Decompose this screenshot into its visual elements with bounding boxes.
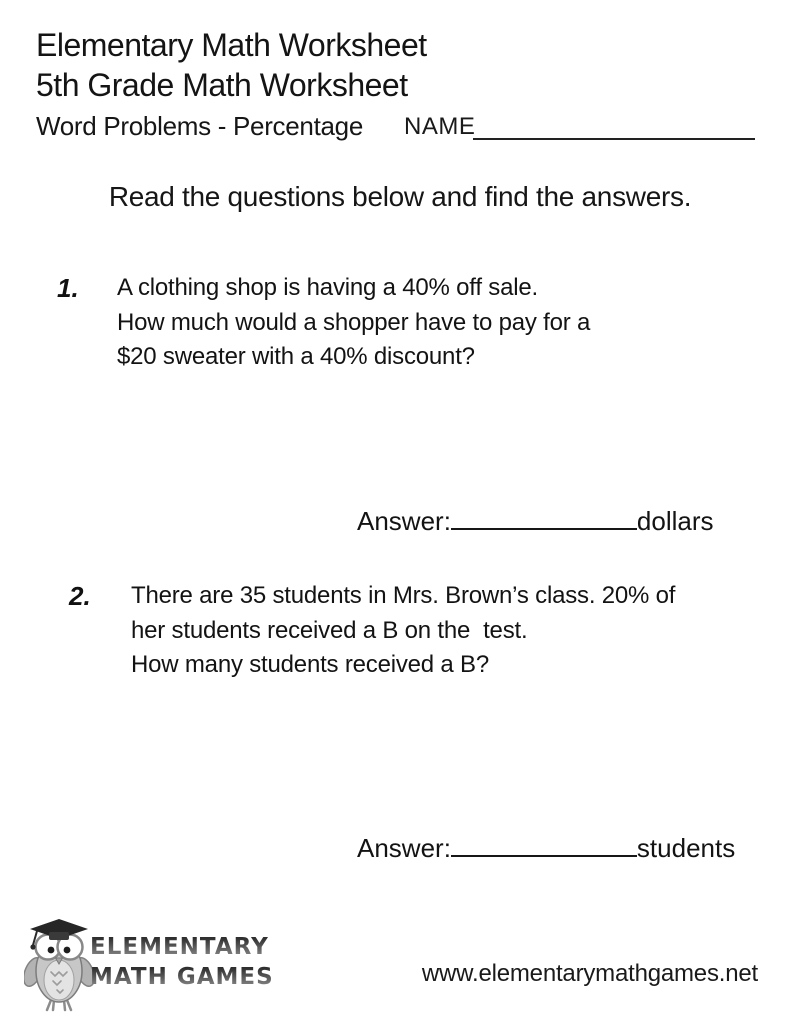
question-1-text [117,271,590,375]
question-2-text [131,579,675,683]
worksheet-grade-title: 5th Grade Math Worksheet [36,67,408,103]
question-2-line-1: There are 35 students in Mrs. Brown’s class. 20% of [131,582,676,609]
answer-1-blank-line[interactable] [451,506,637,530]
logo-wordmark [90,932,274,992]
answer-2-row [357,833,735,864]
question-1-line-3: $20 sweater with a 40% discount? [117,343,475,370]
question-1-line-2: How much would a shopper have to pay for a [117,308,591,336]
answer-2-unit: students [636,833,736,863]
name-blank-line[interactable] [473,112,755,140]
name-label: NAME [404,113,476,140]
question-2-line-3: How many students received a B? [131,651,489,678]
answer-2-blank-line[interactable] [451,833,637,857]
instructions-text: Read the questions below and find the answers. [108,181,692,212]
question-1-line-1: A clothing shop is having a 40% off sale. [117,274,538,301]
elementary-math-games-logo [24,912,274,1022]
answer-1-row [357,506,714,537]
question-2-number: 2. [69,581,91,611]
website-url: www.elementarymathgames.net [421,960,758,987]
logo-line-1: ELEMENTARY [90,932,274,962]
worksheet-title: Elementary Math Worksheet [36,27,427,63]
answer-1-unit: dollars [636,506,714,536]
worksheet-topic: Word Problems - Percentage [36,111,363,141]
answer-2-label: Answer: [357,833,451,863]
question-2-line-2: her students received a B on the test. [131,616,528,644]
answer-1-label: Answer: [357,506,451,536]
owl-graduation-cap-icon [24,914,94,1019]
question-1-number: 1. [57,273,79,303]
logo-line-2: MATH GAMES [90,964,274,990]
